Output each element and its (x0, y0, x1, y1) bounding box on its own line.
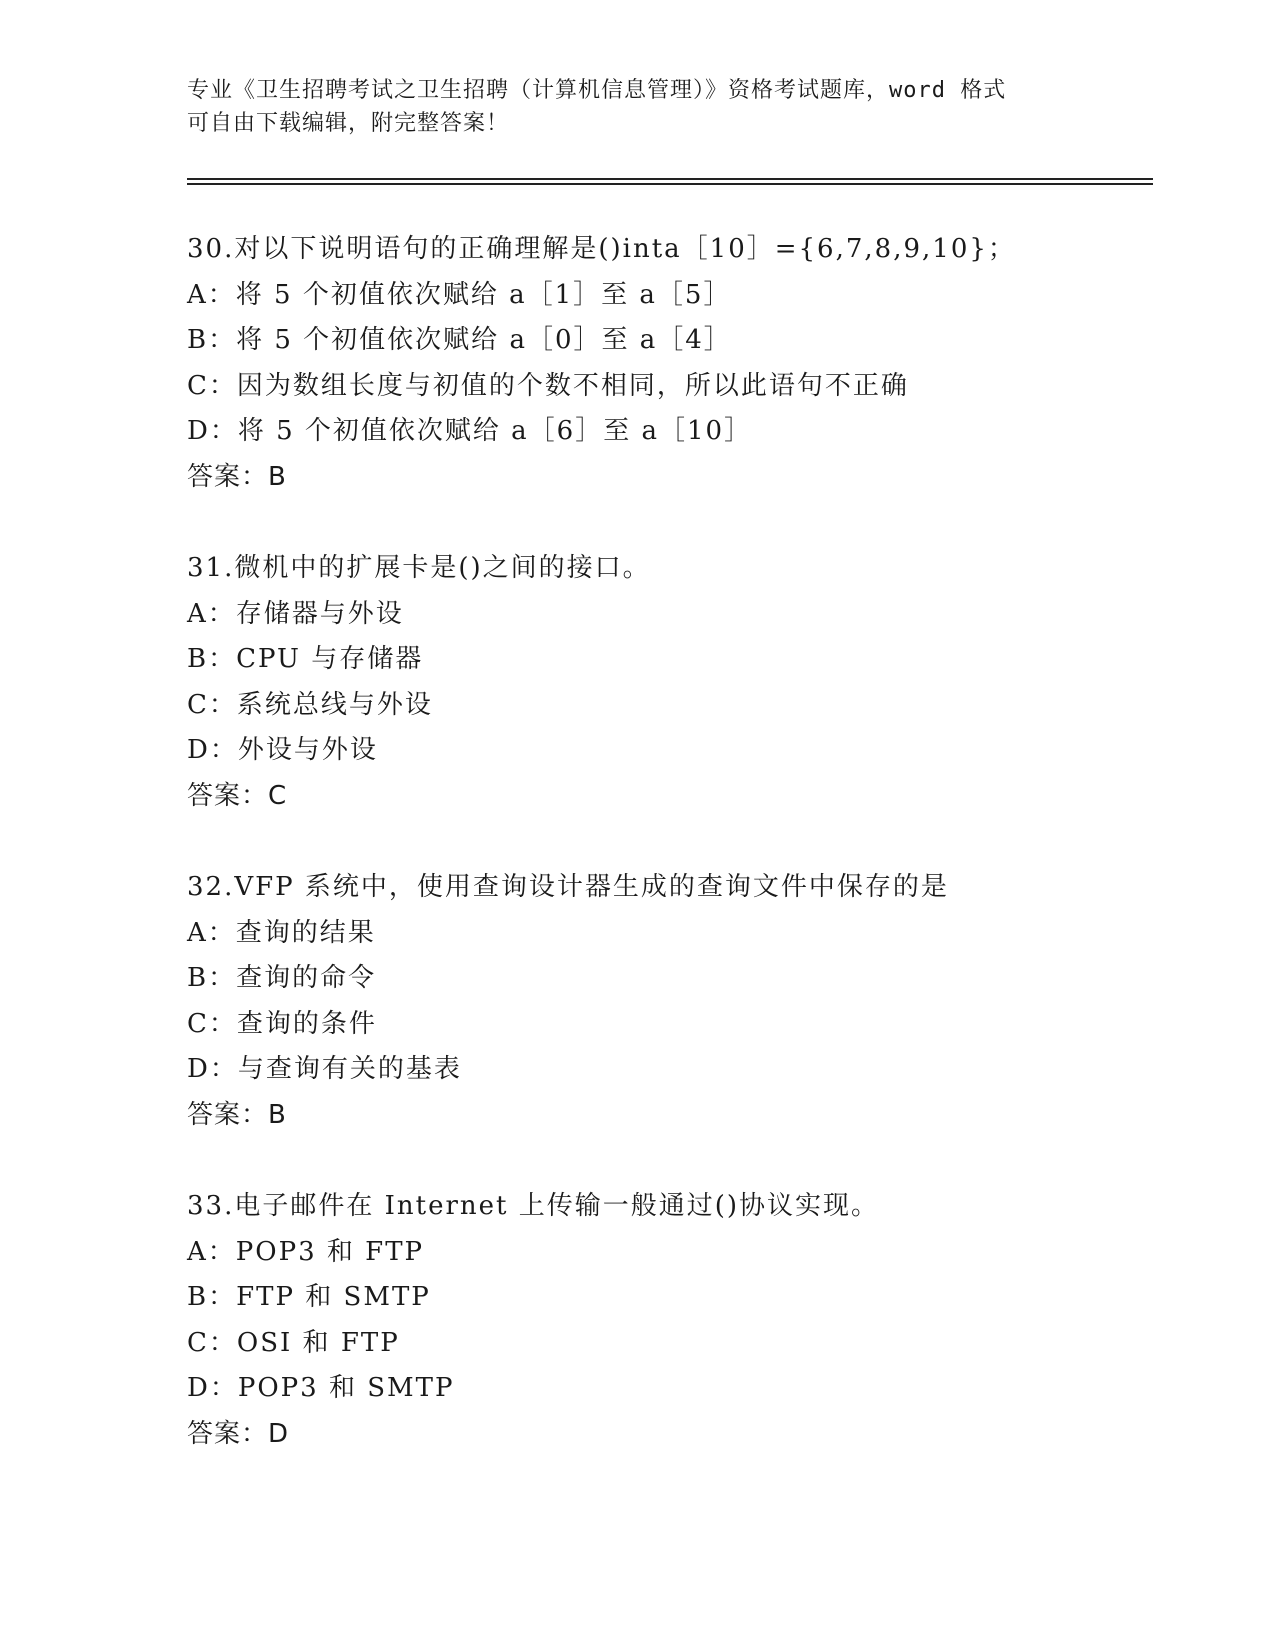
header-divider-bottom (187, 183, 1153, 185)
option-a: A：将 5 个初值依次赋给 a［1］至 a［5］ (187, 279, 732, 310)
option-d: D：外设与外设 (187, 735, 378, 766)
option-d: D：与查询有关的基表 (187, 1054, 462, 1085)
question-stem: 32.VFP 系统中，使用查询设计器生成的查询文件中保存的是 (187, 872, 949, 902)
option-c: C：OSI 和 FTP (187, 1327, 400, 1358)
document-header (187, 74, 1087, 140)
option-b: B：查询的命令 (187, 963, 377, 994)
option-a: A：存储器与外设 (187, 598, 404, 629)
question-stem: 31.微机中的扩展卡是()之间的接口。 (187, 553, 651, 583)
header-line-2: 可自由下载编辑，附完整答案！ (187, 111, 510, 136)
answer-label: 答案：B (187, 1099, 287, 1130)
question-stem: 30.对以下说明语句的正确理解是()inta［10］={6,7,8,9,10}； (187, 234, 1016, 264)
option-a: A：查询的结果 (187, 917, 376, 948)
option-c: C：系统总线与外设 (187, 689, 433, 720)
question-33 (187, 1184, 1147, 1458)
question-30 (187, 227, 1147, 501)
option-d: D：POP3 和 SMTP (187, 1373, 455, 1404)
option-c: C：查询的条件 (187, 1008, 377, 1039)
answer-label: 答案：C (187, 780, 288, 811)
option-c: C：因为数组长度与初值的个数不相同，所以此语句不正确 (187, 370, 909, 401)
header-line-1: 专业《卫生招聘考试之卫生招聘（计算机信息管理）》资格考试题库，word 格式 (187, 78, 1007, 103)
question-stem: 33.电子邮件在 Internet 上传输一般通过()协议实现。 (187, 1191, 880, 1221)
option-a: A：POP3 和 FTP (187, 1236, 425, 1267)
header-divider-top (187, 178, 1153, 180)
answer-label: 答案：D (187, 1418, 290, 1449)
question-32 (187, 865, 1147, 1139)
option-b: B：FTP 和 SMTP (187, 1282, 431, 1313)
option-b: B：CPU 与存储器 (187, 644, 424, 675)
option-b: B：将 5 个初值依次赋给 a［0］至 a［4］ (187, 325, 732, 356)
question-31 (187, 546, 1147, 820)
option-d: D：将 5 个初值依次赋给 a［6］至 a［10］ (187, 416, 753, 447)
answer-label: 答案：B (187, 461, 287, 492)
